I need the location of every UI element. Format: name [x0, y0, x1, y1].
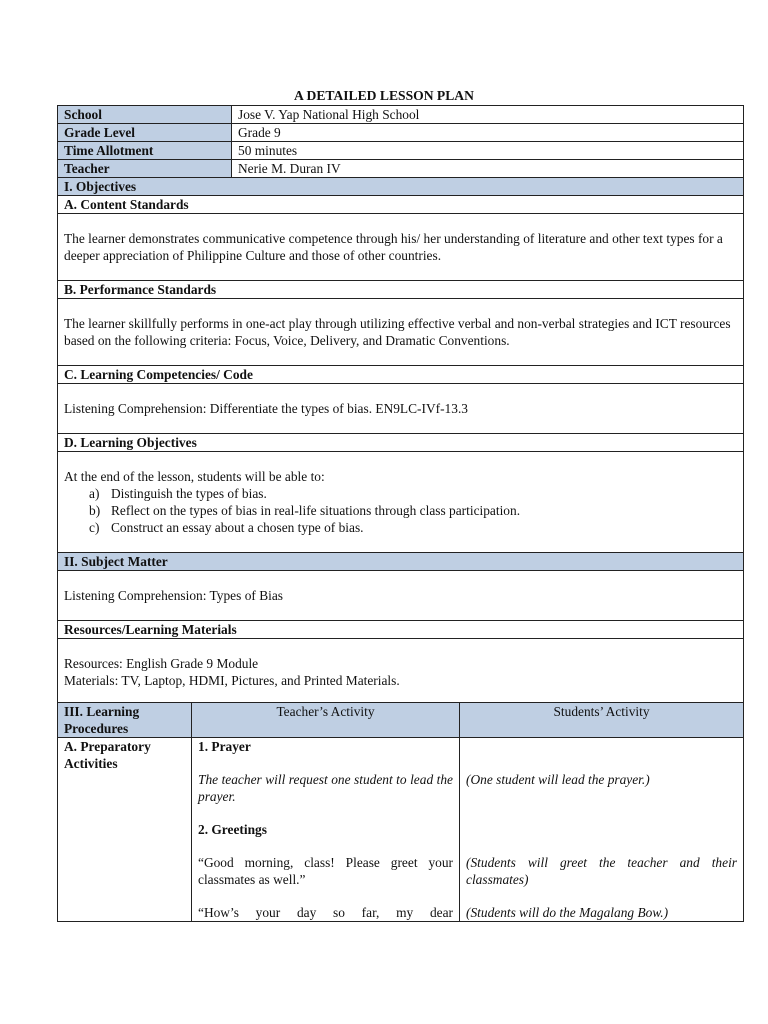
learning-objectives-intro: At the end of the lesson, students will be able to: — [64, 469, 325, 484]
competencies-text: Listening Comprehension: Differentiate the types of bias. EN9LC-IVf-13.3 — [58, 384, 744, 434]
list-item — [89, 519, 737, 536]
info-label: Grade Level — [58, 124, 232, 142]
info-value: 50 minutes — [232, 142, 744, 160]
prayer-students-text: (One student will lead the prayer.) — [466, 772, 650, 787]
resources-line: Resources: English Grade 9 Module — [64, 656, 259, 671]
stage-label: A. Preparatory Activities — [58, 738, 192, 922]
list-marker: b) — [89, 503, 101, 518]
subheading-learning-objectives: D. Learning Objectives — [58, 434, 744, 452]
list-item — [89, 502, 737, 519]
info-label: Time Allotment — [58, 142, 232, 160]
info-label: School — [58, 106, 232, 124]
section-heading-subject-matter: II. Subject Matter — [58, 553, 744, 571]
info-value: Nerie M. Duran IV — [232, 160, 744, 178]
list-item — [89, 485, 737, 502]
procedures-table — [57, 702, 744, 922]
learning-objectives-cell — [58, 452, 744, 553]
subheading-performance-standards: B. Performance Standards — [58, 281, 744, 299]
info-value: Jose V. Yap National High School — [232, 106, 744, 124]
resources-cell — [58, 639, 744, 706]
materials-line: Materials: TV, Laptop, HDMI, Pictures, and Printed Materials. — [64, 673, 400, 688]
section-heading-objectives: I. Objectives — [58, 178, 744, 196]
greet-teacher-text-2: “How’s your day so far, my dear — [198, 905, 453, 920]
info-value: Grade 9 — [232, 124, 744, 142]
students-activity-cell — [460, 738, 744, 922]
content-standards-text: The learner demonstrates communicative competence through his/ her understanding of literature and other text types for a deeper appreciation of Philippine Culture and those of other countries. — [58, 214, 744, 281]
prayer-teacher-text: The teacher will request one student to lead the prayer. — [198, 772, 453, 804]
performance-standards-text: The learner skillfully performs in one-act play through utilizing effective verbal and non-verbal strategies and ICT resources based on the following criteria: Focus, Voice, Delivery, and Dramatic Conventions. — [58, 299, 744, 366]
list-text: Construct an essay about a chosen type of bias. — [111, 520, 364, 535]
greet-teacher-text-1: “Good morning, class! Please greet your classmates as well.” — [198, 855, 453, 887]
list-marker: c) — [89, 520, 100, 535]
list-text: Distinguish the types of bias. — [111, 486, 267, 501]
teacher-activity-cell — [192, 738, 460, 922]
info-label: Teacher — [58, 160, 232, 178]
list-text: Reflect on the types of bias in real-life situations through class participation. — [111, 503, 521, 518]
info-row-grade — [58, 124, 744, 142]
list-marker: a) — [89, 486, 100, 501]
lesson-plan-table — [57, 105, 744, 706]
subheading-resources: Resources/Learning Materials — [58, 621, 744, 639]
subject-matter-text: Listening Comprehension: Types of Bias — [58, 571, 744, 621]
subheading-content-standards: A. Content Standards — [58, 196, 744, 214]
info-row-school — [58, 106, 744, 124]
learning-objectives-list — [64, 485, 737, 536]
info-row-time — [58, 142, 744, 160]
teacher-activity-header: Teacher’s Activity — [192, 703, 460, 738]
procedures-heading: III. Learning Procedures — [58, 703, 192, 738]
info-row-teacher — [58, 160, 744, 178]
subheading-competencies: C. Learning Competencies/ Code — [58, 366, 744, 384]
greet-students-text-1: (Students will greet the teacher and their classmates) — [466, 855, 737, 887]
document-title: A DETAILED LESSON PLAN — [294, 88, 474, 103]
prayer-heading: 1. Prayer — [198, 739, 251, 754]
greetings-heading: 2. Greetings — [198, 822, 267, 837]
greet-students-text-2: (Students will do the Magalang Bow.) — [466, 905, 669, 920]
students-activity-header: Students’ Activity — [460, 703, 744, 738]
